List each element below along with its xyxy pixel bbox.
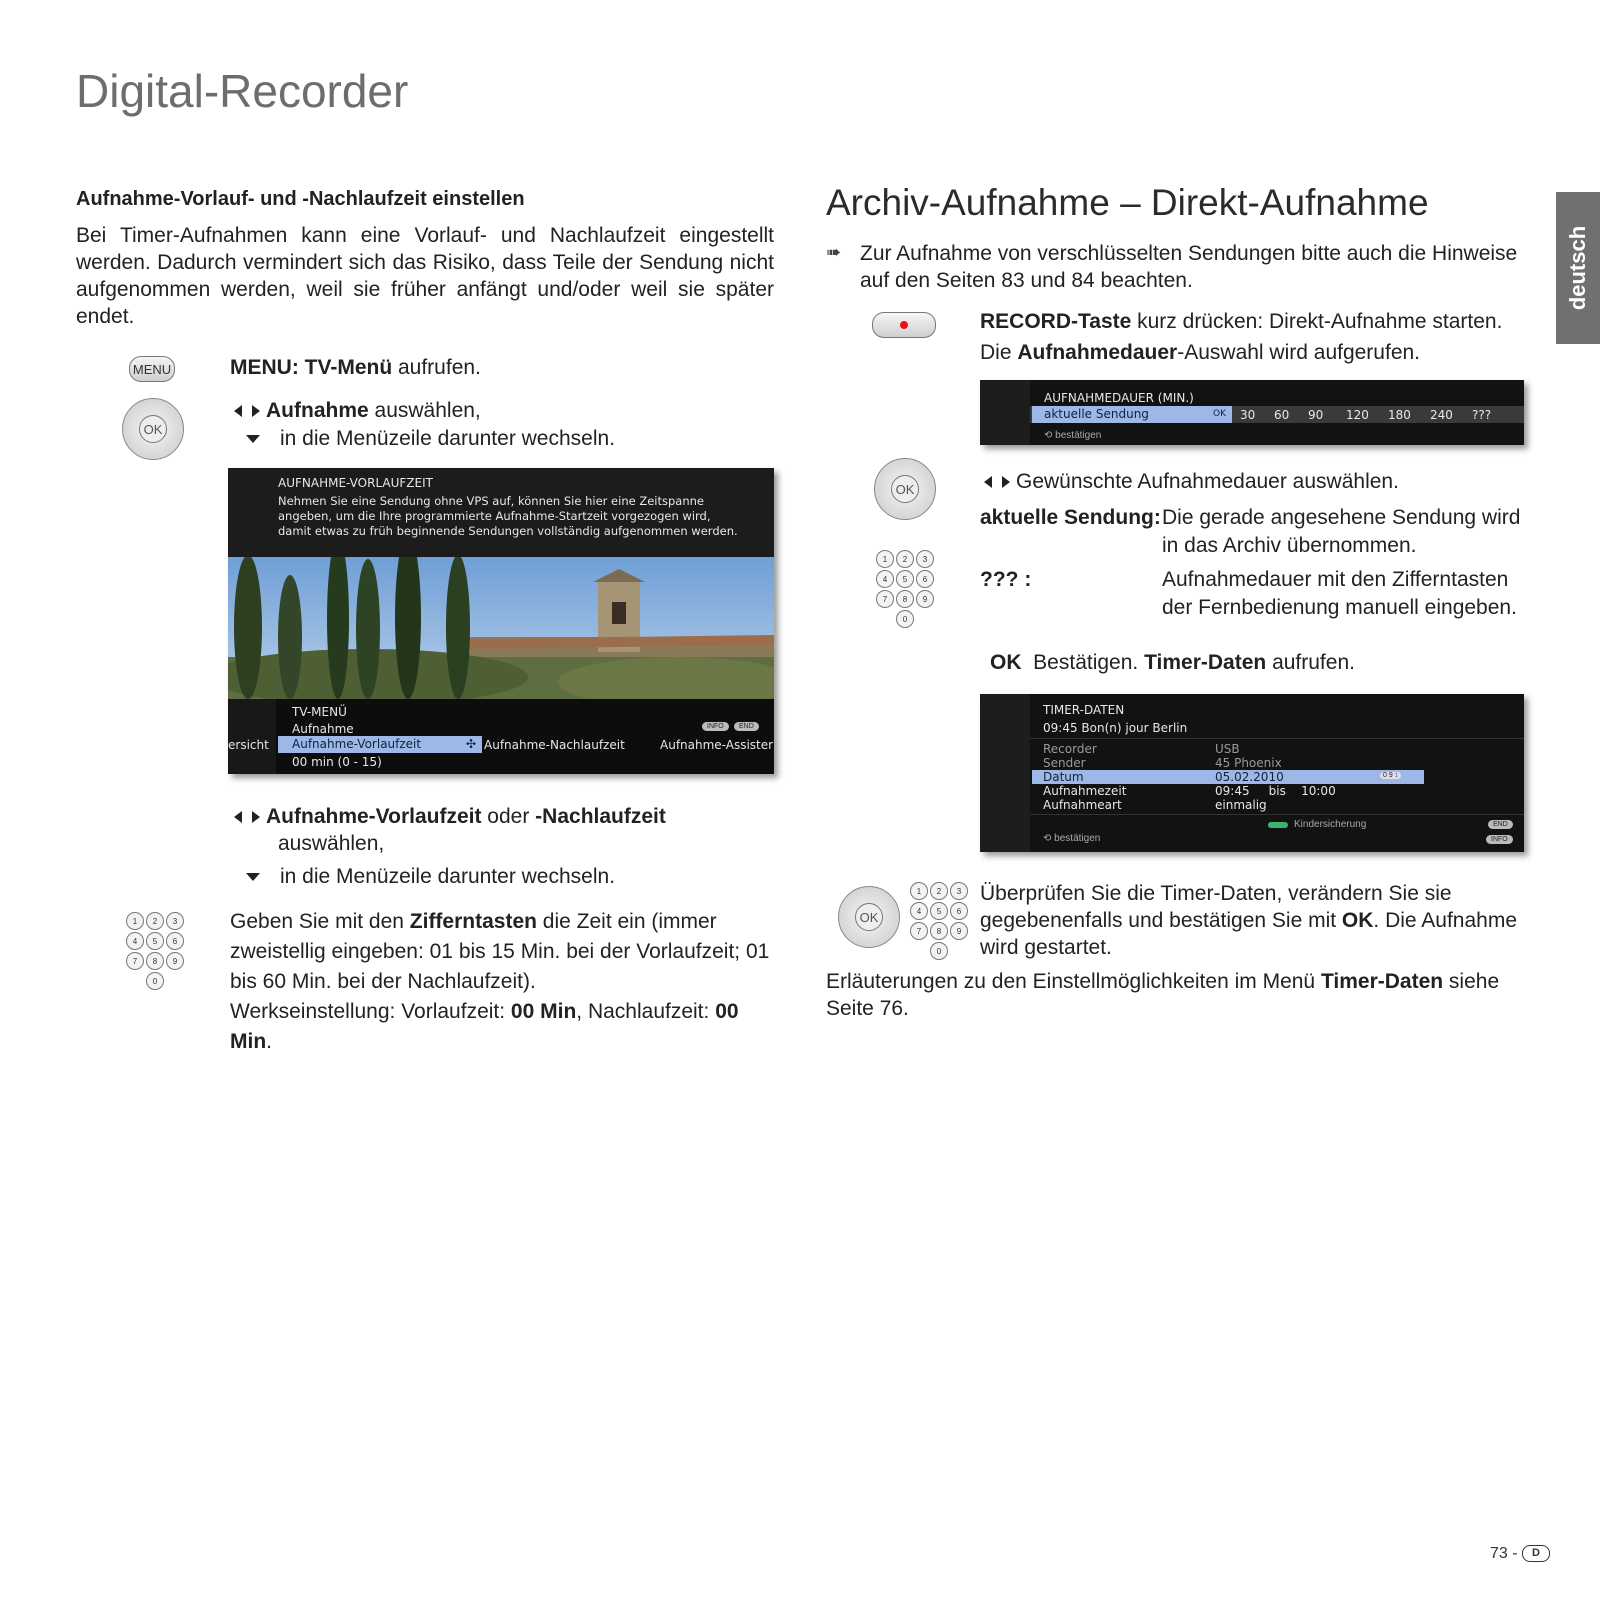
end-badge: END xyxy=(1488,820,1513,829)
record-key-icon xyxy=(872,312,936,338)
step-select-aufnahme xyxy=(234,397,481,425)
aufnahmedauer-screen xyxy=(980,380,1524,445)
timer-title: TIMER-DATEN xyxy=(1043,703,1125,717)
green-key-icon xyxy=(1268,822,1288,828)
dauer-title: AUFNAHMEDAUER (MIN.) xyxy=(1044,391,1194,405)
def1-term: aktuelle Sendung: xyxy=(980,506,1161,529)
step-menu-bold: MENU: TV-Menü xyxy=(230,356,393,379)
check-text: Überprüfen Sie die Timer-Daten, verändern Sie sie gegebenenfalls und bestätigen Sie mit OK. Die Aufnahme wird gestartet. xyxy=(980,882,1518,959)
dauer-option[interactable]: ??? xyxy=(1472,408,1492,422)
dauer-option[interactable]: 180 xyxy=(1388,408,1411,422)
right-arrow-icon xyxy=(252,811,260,823)
step-down-2-text: in die Menüzeile darunter wechseln. xyxy=(280,865,616,888)
arrow-bullet-icon: ➠ xyxy=(826,242,842,262)
timer-row-label: Datum xyxy=(1043,770,1084,784)
choose-step: Gewünschte Aufnahmedauer auswählen. xyxy=(984,468,1399,496)
ok-key-label: OK xyxy=(139,415,167,443)
timer-row-value[interactable]: einmalig xyxy=(1215,798,1267,812)
menu-title: TV-MENÜ xyxy=(292,705,347,719)
language-tab-label: deutsch xyxy=(1565,225,1591,311)
right-arrow-icon xyxy=(252,405,260,417)
step-vor-bold: Aufnahme-Vorlaufzeit xyxy=(266,805,482,828)
timer-subtitle: 09:45 Bon(n) jour Berlin xyxy=(1043,721,1188,735)
down-arrow-icon xyxy=(246,873,260,881)
timer-row-label: Sender xyxy=(1043,756,1086,770)
def2-term: ??? : xyxy=(980,568,1032,591)
number-keypad-icon: 1 2 3 4 5 6 7 8 9 0 xyxy=(126,912,186,990)
right-heading: Archiv-Aufnahme – Direkt-Aufnahme xyxy=(826,182,1429,223)
numinfo-text: Geben Sie mit den Zifferntasten die Zeit ein (immer zweistellig eingeben: 01 bis 15 Min. bei der Vorlaufzeit; 01 bis 60 Min. bei der Nachlaufzeit). Werkseinstellung: Vorlaufzeit: 00 Min, Nachlaufzeit: 00 Min. xyxy=(230,910,770,1053)
menu-row-right[interactable]: Aufnahme-Assister xyxy=(660,738,774,752)
dauer-option[interactable]: 90 xyxy=(1308,408,1324,422)
menu-row-selected[interactable] xyxy=(278,736,482,753)
dauer-option[interactable]: 120 xyxy=(1346,408,1369,422)
left-arrow-icon xyxy=(234,811,242,823)
menu-sub: Aufnahme xyxy=(292,722,354,736)
move-cross-icon: ✣ xyxy=(465,737,476,751)
step-nach-bold: -Nachlaufzeit xyxy=(535,805,666,828)
page-number: 73 - D xyxy=(1490,1545,1550,1563)
ok-dpad-icon: OK xyxy=(838,886,900,948)
right-note: Zur Aufnahme von verschlüsselten Sendungen bitte auch die Hinweise auf den Seiten 83 und 84 beachten. xyxy=(860,242,1518,292)
timer-row-value[interactable]: 05.02.2010 xyxy=(1215,770,1284,784)
menu-row-left[interactable]: ersicht xyxy=(228,738,269,752)
screen-description: Nehmen Sie eine Sendung ohne VPS auf, können Sie hier eine Zeitspanne angeben, um die Ihre programmierte Aufnahme-Startzeit vorgezogen wird, damit etwas zu früh beginnende Sendungen vollständig aufgenommen werden. xyxy=(278,494,738,538)
number-keypad-icon: 1 2 3 4 5 6 7 8 9 0 xyxy=(876,550,936,628)
timer-row-value[interactable]: 45 Phoenix xyxy=(1215,756,1282,770)
left-heading: Aufnahme-Vorlauf- und -Nachlaufzeit einstellen xyxy=(76,188,525,210)
vorlaufzeit-screen xyxy=(228,468,774,774)
dauer-step: Die Aufnahmedauer-Auswahl wird aufgerufen. xyxy=(980,341,1421,364)
dauer-options xyxy=(1240,408,1502,422)
left-arrow-icon xyxy=(234,405,242,417)
screen-title: AUFNAHME-VORLAUFZEIT xyxy=(278,476,433,490)
timer-row-label: Recorder xyxy=(1043,742,1097,756)
menu-key-icon: MENU xyxy=(129,356,175,382)
dauer-option-selected[interactable]: aktuelle Sendung OK xyxy=(1032,406,1232,423)
step-menu-rest: aufrufen. xyxy=(392,356,481,379)
info-badge: INFO xyxy=(1486,835,1513,844)
menu-row-mid[interactable]: Aufnahme-Nachlaufzeit xyxy=(484,738,625,752)
screen-info-box xyxy=(228,468,774,557)
dauer-option[interactable]: 60 xyxy=(1274,408,1290,422)
step-vor-nach xyxy=(234,803,666,831)
right-arrow-icon xyxy=(1002,476,1010,488)
dauer-option[interactable]: 30 xyxy=(1240,408,1256,422)
ok-marker: OK xyxy=(1213,409,1226,419)
dauer-option[interactable]: 240 xyxy=(1430,408,1453,422)
end-badge: END xyxy=(734,722,759,731)
down-arrow-icon xyxy=(246,435,260,443)
menu-row-selected-label: Aufnahme-Vorlaufzeit xyxy=(292,737,422,751)
step-select-rest: auswählen, xyxy=(368,399,481,422)
step-down-2 xyxy=(246,863,615,891)
timer-row-label: Aufnahmeart xyxy=(1043,798,1122,812)
rec-step: RECORD-Taste kurz drücken: Direkt-Aufnahme starten. xyxy=(980,310,1503,333)
ok-step: OK Bestätigen. Timer-Daten aufrufen. xyxy=(990,651,1355,674)
left-arrow-icon xyxy=(984,476,992,488)
step-vor-mid: oder xyxy=(481,805,536,828)
def1-desc: Die gerade angesehene Sendung wird in das Archiv übernommen. xyxy=(1162,506,1521,557)
number-keypad-icon: 1 2 3 4 5 6 7 8 9 0 xyxy=(910,882,970,960)
step-down xyxy=(246,425,615,453)
stepper-icon[interactable]: 0 9 ↕ xyxy=(1380,772,1401,779)
left-intro: Bei Timer-Aufnahmen kann eine Vorlauf- und Nachlaufzeit eingestellt werden. Dadurch vermindert sich das Risiko, dass Teile der Sendung nicht aufgenommen werden, weil sie früher anfängt und/oder weil sie später endet. xyxy=(76,224,774,328)
ok-dpad-icon xyxy=(122,398,184,460)
timer-daten-screen xyxy=(980,694,1524,852)
info-badge: INFO xyxy=(702,722,729,731)
page-number-badge: D xyxy=(1522,1545,1550,1562)
def2-desc: Aufnahmedauer mit den Zifferntasten der Fernbedienung manuell eingeben. xyxy=(1162,568,1517,619)
step-down-text: in die Menüzeile darunter wechseln. xyxy=(280,427,616,450)
kinder-label: Kindersicherung xyxy=(1294,819,1367,830)
page-title: Digital-Recorder xyxy=(76,65,409,117)
tv-menu-bar xyxy=(228,699,774,774)
step-menu xyxy=(230,354,481,382)
timer-row-label: Aufnahmezeit xyxy=(1043,784,1127,798)
menu-value: 00 min (0 - 15) xyxy=(292,755,382,769)
step-select-bold: Aufnahme xyxy=(266,399,369,422)
timer-confirm: ⟲ bestätigen xyxy=(1043,833,1101,844)
timer-row-value[interactable]: USB xyxy=(1215,742,1240,756)
timer-row-value[interactable]: 09:45 bis 10:00 xyxy=(1215,784,1336,798)
expl-text: Erläuterungen zu den Einstellmöglichkeiten im Menü Timer-Daten siehe Seite 76. xyxy=(826,970,1500,1020)
landscape-photo xyxy=(228,557,774,699)
language-tab xyxy=(1556,192,1600,344)
ok-dpad-icon: OK xyxy=(874,458,936,520)
step-vor-rest: auswählen, xyxy=(278,832,385,855)
dauer-confirm: ⟲ bestätigen xyxy=(1044,430,1102,441)
